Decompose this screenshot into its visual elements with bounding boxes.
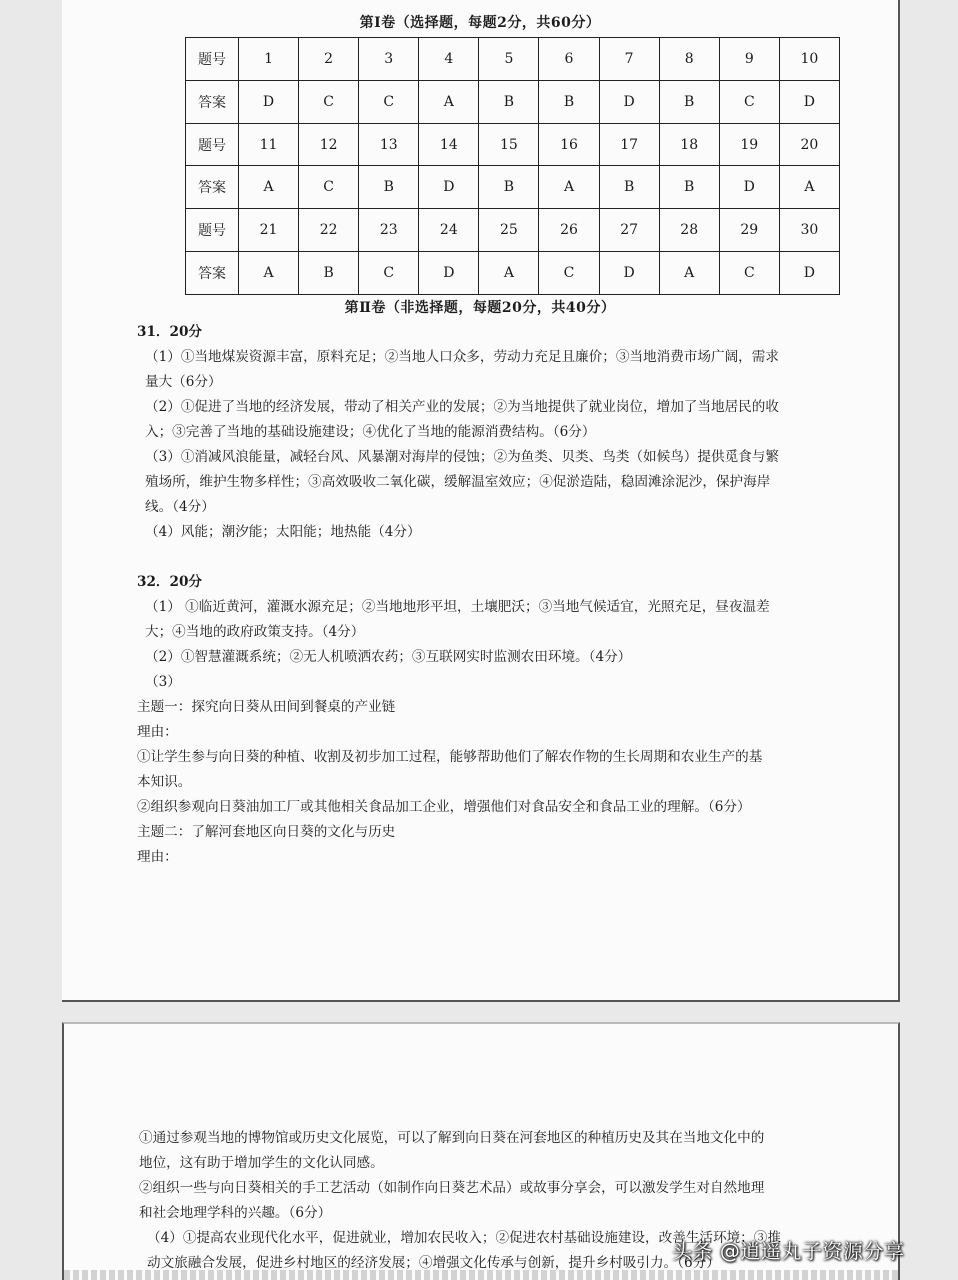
table-cell: C (299, 166, 359, 209)
table-cell: A (659, 252, 719, 295)
page-bottom-edge (64, 1270, 898, 1280)
table-cell: 13 (359, 123, 419, 166)
table-cell: 16 (539, 123, 599, 166)
answer-line: （1） ①临近黄河，灌溉水源充足；②当地地形平坦，土壤肥沃；③当地气候适宜，光照充足，昼夜温差 (145, 599, 770, 615)
table-cell: D (779, 252, 839, 295)
table-cell: A (239, 166, 299, 209)
answer-line: 殖场所，维护生物多样性；③高效吸收二氧化碳，缓解温室效应；④促淤造陆，稳固滩涂泥沙，保护海岸 (145, 474, 771, 490)
answer-row (186, 252, 840, 295)
table-cell: A (239, 252, 299, 295)
answer-line: 量大（6分） (145, 374, 222, 390)
table-cell: 19 (719, 123, 779, 166)
table-cell: C (719, 80, 779, 123)
table-cell: B (599, 166, 659, 209)
section2-title: 第Ⅱ卷（非选择题，每题20分，共40分） (344, 300, 616, 316)
table-cell: A (479, 252, 539, 295)
section1-title: 第Ⅰ卷（选择题，每题2分，共60分） (359, 15, 601, 31)
answer-line: 入；③完善了当地的基础设施建设；④优化了当地的能源消费结构。（6分） (145, 424, 596, 440)
answer-row (186, 166, 840, 209)
table-cell: C (539, 252, 599, 295)
table-cell: D (719, 166, 779, 209)
table-cell: D (239, 80, 299, 123)
answer-line: 32．20分 (137, 574, 203, 590)
table-cell: B (659, 166, 719, 209)
table-cell: 20 (779, 123, 839, 166)
table-cell: 26 (539, 209, 599, 252)
answer-line: 动文旅融合发展，促进乡村地区的经济发展；④增强文化传承与创新，提升乡村吸引力。（6分） (147, 1255, 720, 1271)
answer-line: 理由： (137, 849, 178, 865)
table-cell: 15 (479, 123, 539, 166)
table-cell: B (479, 166, 539, 209)
table-cell: 30 (779, 209, 839, 252)
answer-line: （4）风能；潮汐能；太阳能；地热能（4分） (145, 524, 421, 540)
table-cell: B (539, 80, 599, 123)
answer-line: （2）①促进了当地的经济发展，带动了相关产业的发展；②为当地提供了就业岗位，增加了当地居民的收 (145, 399, 779, 415)
table-cell: 22 (299, 209, 359, 252)
table-cell: B (359, 166, 419, 209)
spacer (137, 545, 827, 570)
table-cell: 29 (719, 209, 779, 252)
table-cell: A (779, 166, 839, 209)
table-cell: 5 (479, 38, 539, 81)
table-cell: 24 (419, 209, 479, 252)
table-cell: 14 (419, 123, 479, 166)
question-number-row (186, 38, 840, 81)
answer-line: ①通过参观当地的博物馆或历史文化展览，可以了解到向日葵在河套地区的种植历史及其在当地文化中的 (139, 1130, 765, 1146)
table-cell: C (359, 252, 419, 295)
table-cell: 1 (239, 38, 299, 81)
table-cell: 11 (239, 123, 299, 166)
watermark-text: 头条 @逍遥丸子资源分享 (672, 1239, 905, 1263)
table-cell: 2 (299, 38, 359, 81)
table-cell: A (419, 80, 479, 123)
table-cell: C (299, 80, 359, 123)
answer-line: 线。（4分） (145, 499, 215, 515)
table-cell: 21 (239, 209, 299, 252)
table-cell: 8 (659, 38, 719, 81)
question-number-row (186, 123, 840, 166)
table-cell: 25 (479, 209, 539, 252)
table-cell: 28 (659, 209, 719, 252)
table-cell: C (719, 252, 779, 295)
row-header-cell: 题号 (186, 123, 239, 166)
table-cell: 6 (539, 38, 599, 81)
table-cell: D (599, 252, 659, 295)
table-cell: 3 (359, 38, 419, 81)
table-cell: 23 (359, 209, 419, 252)
table-cell: D (599, 80, 659, 123)
answer-line: 主题一：探究向日葵从田间到餐桌的产业链 (137, 699, 396, 715)
answer-line: 和社会地理学科的兴趣。（6分） (139, 1205, 332, 1221)
table-cell: 18 (659, 123, 719, 166)
answer-line: 理由： (137, 724, 178, 740)
table-cell: 10 (779, 38, 839, 81)
answer-line: ①让学生参与向日葵的种植、收割及初步加工过程，能够帮助他们了解农作物的生长周期和农业生产的基 (137, 749, 763, 765)
answer-line: （4）①提高农业现代化水平，促进就业，增加农民收入；②促进农村基础设施建设，改善生活环境；③推 (147, 1230, 781, 1246)
answer-line: ②组织一些与向日葵相关的手工艺活动（如制作向日葵艺术品）或故事分享会，可以激发学生对自然地理 (139, 1180, 765, 1196)
table-cell: D (419, 166, 479, 209)
answer-line: ②组织参观向日葵油加工厂或其他相关食品加工企业，增强他们对食品安全和食品工业的理解。（6分） (137, 799, 751, 815)
answer-text-page-1 (137, 320, 827, 870)
row-header-cell: 题号 (186, 209, 239, 252)
row-header-cell: 答案 (186, 80, 239, 123)
table-cell: 7 (599, 38, 659, 81)
answer-row (186, 80, 840, 123)
row-header-cell: 答案 (186, 252, 239, 295)
question-number-row (186, 209, 840, 252)
table-cell: 4 (419, 38, 479, 81)
answer-line: （3）①消减风浪能量，减轻台风、风暴潮对海岸的侵蚀；②为鱼类、贝类、鸟类（如候鸟）提供觅食与繁 (145, 449, 779, 465)
answer-line: 31．20分 (137, 324, 203, 340)
row-header-cell: 答案 (186, 166, 239, 209)
answer-line: （3） (145, 674, 181, 690)
table-cell: D (419, 252, 479, 295)
table-cell: 17 (599, 123, 659, 166)
row-header-cell: 题号 (186, 38, 239, 81)
table-cell: C (359, 80, 419, 123)
answer-line: （2）①智慧灌溉系统；②无人机喷洒农药；③互联网实时监测农田环境。（4分） (145, 649, 632, 665)
answer-line: 主题二：了解河套地区向日葵的文化与历史 (137, 824, 396, 840)
answer-line: 大；④当地的政府政策支持。（4分） (145, 624, 365, 640)
answer-line: （1）①当地煤炭资源丰富，原料充足；②当地人口众多，劳动力充足且廉价；③当地消费市场广阔，需求 (145, 349, 779, 365)
table-cell: A (539, 166, 599, 209)
answer-page-1 (62, 0, 900, 1002)
table-cell: 27 (599, 209, 659, 252)
table-cell: B (299, 252, 359, 295)
answer-line: 本知识。 (137, 774, 192, 790)
table-cell: D (779, 80, 839, 123)
table-cell: B (479, 80, 539, 123)
answer-table (185, 37, 840, 295)
table-cell: B (659, 80, 719, 123)
table-cell: 12 (299, 123, 359, 166)
answer-line: 地位，这有助于增加学生的文化认同感。 (139, 1155, 384, 1171)
table-cell: 9 (719, 38, 779, 81)
